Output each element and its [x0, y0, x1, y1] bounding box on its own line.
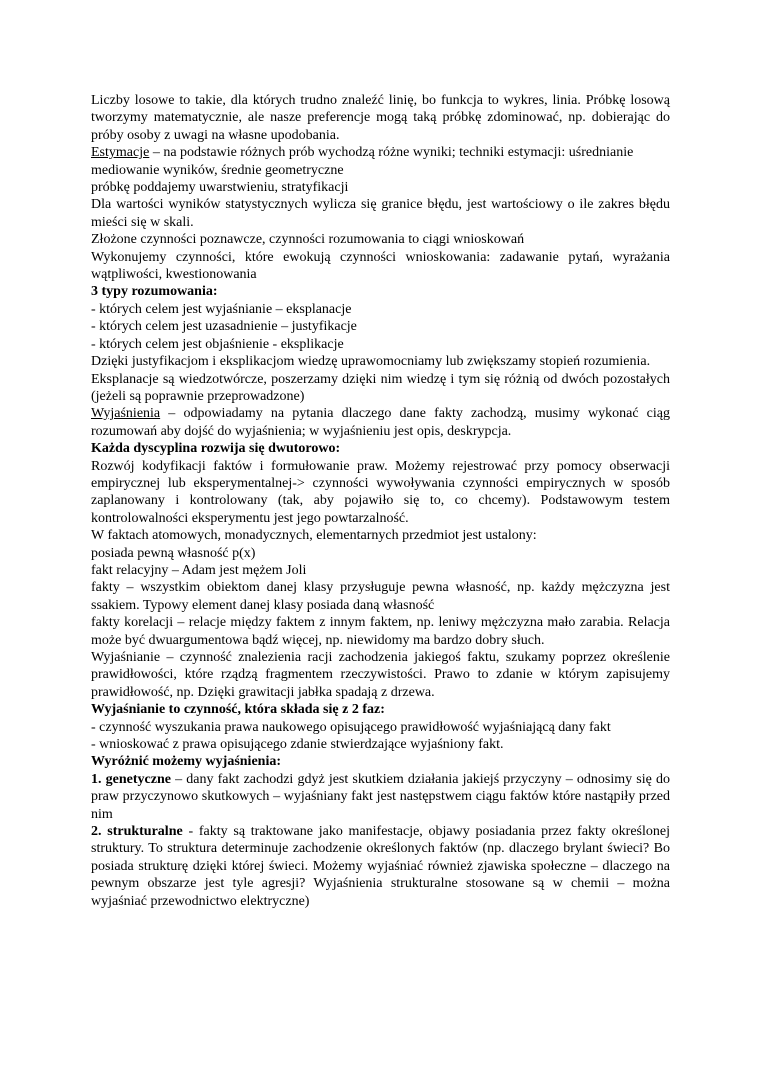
- paragraph-genetic: [91, 771, 670, 823]
- paragraph-explanations-def: [91, 405, 670, 440]
- paragraph-cognitive: Złożone czynności poznawcze, czynności rozumowania to ciągi wnioskowań: [91, 232, 525, 248]
- explanations-def-text: – odpowiadamy na pytania dlaczego dane fakty zachodzą, musimy wykonać ciąg rozumowań aby dojść do wyjaśnienia; w wyjaśnieniu jest opis, deskrypcja.: [91, 406, 670, 439]
- estimation-text: – na podstawie różnych prób wychodzą różne wyniki; techniki estymacji: uśrednianie: [149, 145, 634, 161]
- term-strukturalne: 2. strukturalne: [91, 824, 183, 840]
- paragraph-property: posiada pewną własność p(x): [91, 545, 256, 561]
- list-item-justification: - których celem jest uzasadnienie – justyfikacje: [91, 319, 357, 335]
- paragraph-stratification: próbkę poddajemy uwarstwieniu, stratyfikacji: [91, 180, 349, 196]
- genetic-text: – dany fakt zachodzi gdyż jest skutkiem działania jakiejś przyczyny – odnosimy się do praw przyczynowo skutkowych – wyjaśniany fakt jest następstwem ciągu faktów które nastąpiły przed nim: [91, 771, 670, 822]
- structural-text: - fakty są traktowane jako manifestacje, objawy posiadania przez fakty określonej struktury. To struktura determinuje zachodzenie określonych faktów (np. dlaczego brylant świeci? Bo posiada strukturę dzięki której świeci. Możemy wyjaśniać również zjawiska społeczne – dlaczego na pewnym obszarze jest tyle agresji? Wyjaśnienia strukturalne stosowane są w chemii – można wyjaśniać przewodnictwo elektryczne): [91, 824, 670, 909]
- list-item-phase-1: - czynność wyszukania prawa naukowego opisującego prawidłowość wyjaśniającą dany fakt: [91, 719, 611, 735]
- paragraph-atomic-facts: W faktach atomowych, monadycznych, elementarnych przedmiot jest ustalony:: [91, 528, 537, 544]
- heading-explanation-kinds: Wyróżnić możemy wyjaśnienia:: [91, 754, 281, 770]
- list-item-explication: - których celem jest objaśnienie - eksplikacje: [91, 336, 344, 352]
- term-wyjasnienia: Wyjaśnienia: [91, 406, 161, 422]
- paragraph-class-facts: fakty – wszystkim obiektom danej klasy przysługuje pewna własność, np. każdy mężczyzna jest ssakiem. Typowy element danej klasy posiada daną własność: [91, 580, 670, 613]
- paragraph-explanations: Eksplanacje są wiedzotwórcze, poszerzamy dzięki nim wiedzę i tym się różnią od dwóch pozostałych (jeżeli są poprawnie przeprowadzone): [91, 371, 670, 404]
- paragraph-relational-fact: fakt relacyjny – Adam jest mężem Joli: [91, 562, 307, 578]
- term-estymacje: Estymacje: [91, 145, 150, 161]
- paragraph-correlation-facts: fakty korelacji – relacje między faktem z innym faktem, np. leniwy mężczyzna mało zarabia. Relacja może być dwuargumentowa bądź więcej, np. niewidomy ma bardzo dobry słuch.: [91, 615, 670, 648]
- heading-discipline: Każda dyscyplina rozwija się dwutorowo:: [91, 441, 341, 457]
- list-item-explanation: - których celem jest wyjaśnianie – eksplanacje: [91, 301, 352, 317]
- paragraph-median: mediowanie wyników, średnie geometryczne: [91, 162, 344, 178]
- document-page: [91, 92, 670, 910]
- paragraph-inference-actions: Wykonujemy czynności, które ewokują czynności wnioskowania: zadawanie pytań, wyrażania wątpliwości, kwestionowania: [91, 249, 670, 283]
- paragraph-codification: Rozwój kodyfikacji faktów i formułowanie praw. Możemy rejestrować przy pomocy obserwacji empirycznej lub eksperymentalnej-> czynności wywoływania czynności empirycznych w sposób zaplanowany i kontrolowany (tak, aby pojawiło się to, co chcemy). Podstawowym testem kontrolowalności eksperymentu jest jego powtarzalność.: [91, 458, 670, 526]
- heading-reasoning-types: 3 typy rozumowania:: [91, 284, 218, 300]
- paragraph-justification-effect: Dzięki justyfikacjom i eksplikacjom wiedzę uprawomocniamy lub zwiększamy stopień rozumienia.: [91, 354, 651, 370]
- paragraph-explaining: Wyjaśnianie – czynność znalezienia racji zachodzenia jakiegoś faktu, szukamy poprzez określenie prawidłowości, które rządzą fragmentem rzeczywistości. Prawo to zdanie w którym zapisujemy prawidłowość, np. Dzięki grawitacji jabłka spadają z drzewa.: [91, 650, 670, 700]
- heading-two-phases: Wyjaśnianie to czynność, która składa się z 2 faz:: [91, 702, 385, 718]
- paragraph-structural: [91, 823, 670, 910]
- term-genetyczne: 1. genetyczne: [91, 771, 171, 787]
- paragraph-estimation: [91, 144, 670, 161]
- paragraph-error-bounds: Dla wartości wyników statystycznych wylicza się granice błędu, jest wartościowy o ile zakres błędu mieści się w skali.: [91, 197, 670, 230]
- list-item-phase-2: - wnioskować z prawa opisującego zdanie stwierdzające wyjaśniony fakt.: [91, 737, 504, 753]
- paragraph-random-numbers: Liczby losowe to takie, dla których trudno znaleźć linię, bo funkcja to wykres, linia. Próbkę losową tworzymy matematycznie, ale nasze preferencje mogą taką próbkę zdominować, np. dobierając do próby osoby z uwagi na własne upodobania.: [91, 93, 670, 143]
